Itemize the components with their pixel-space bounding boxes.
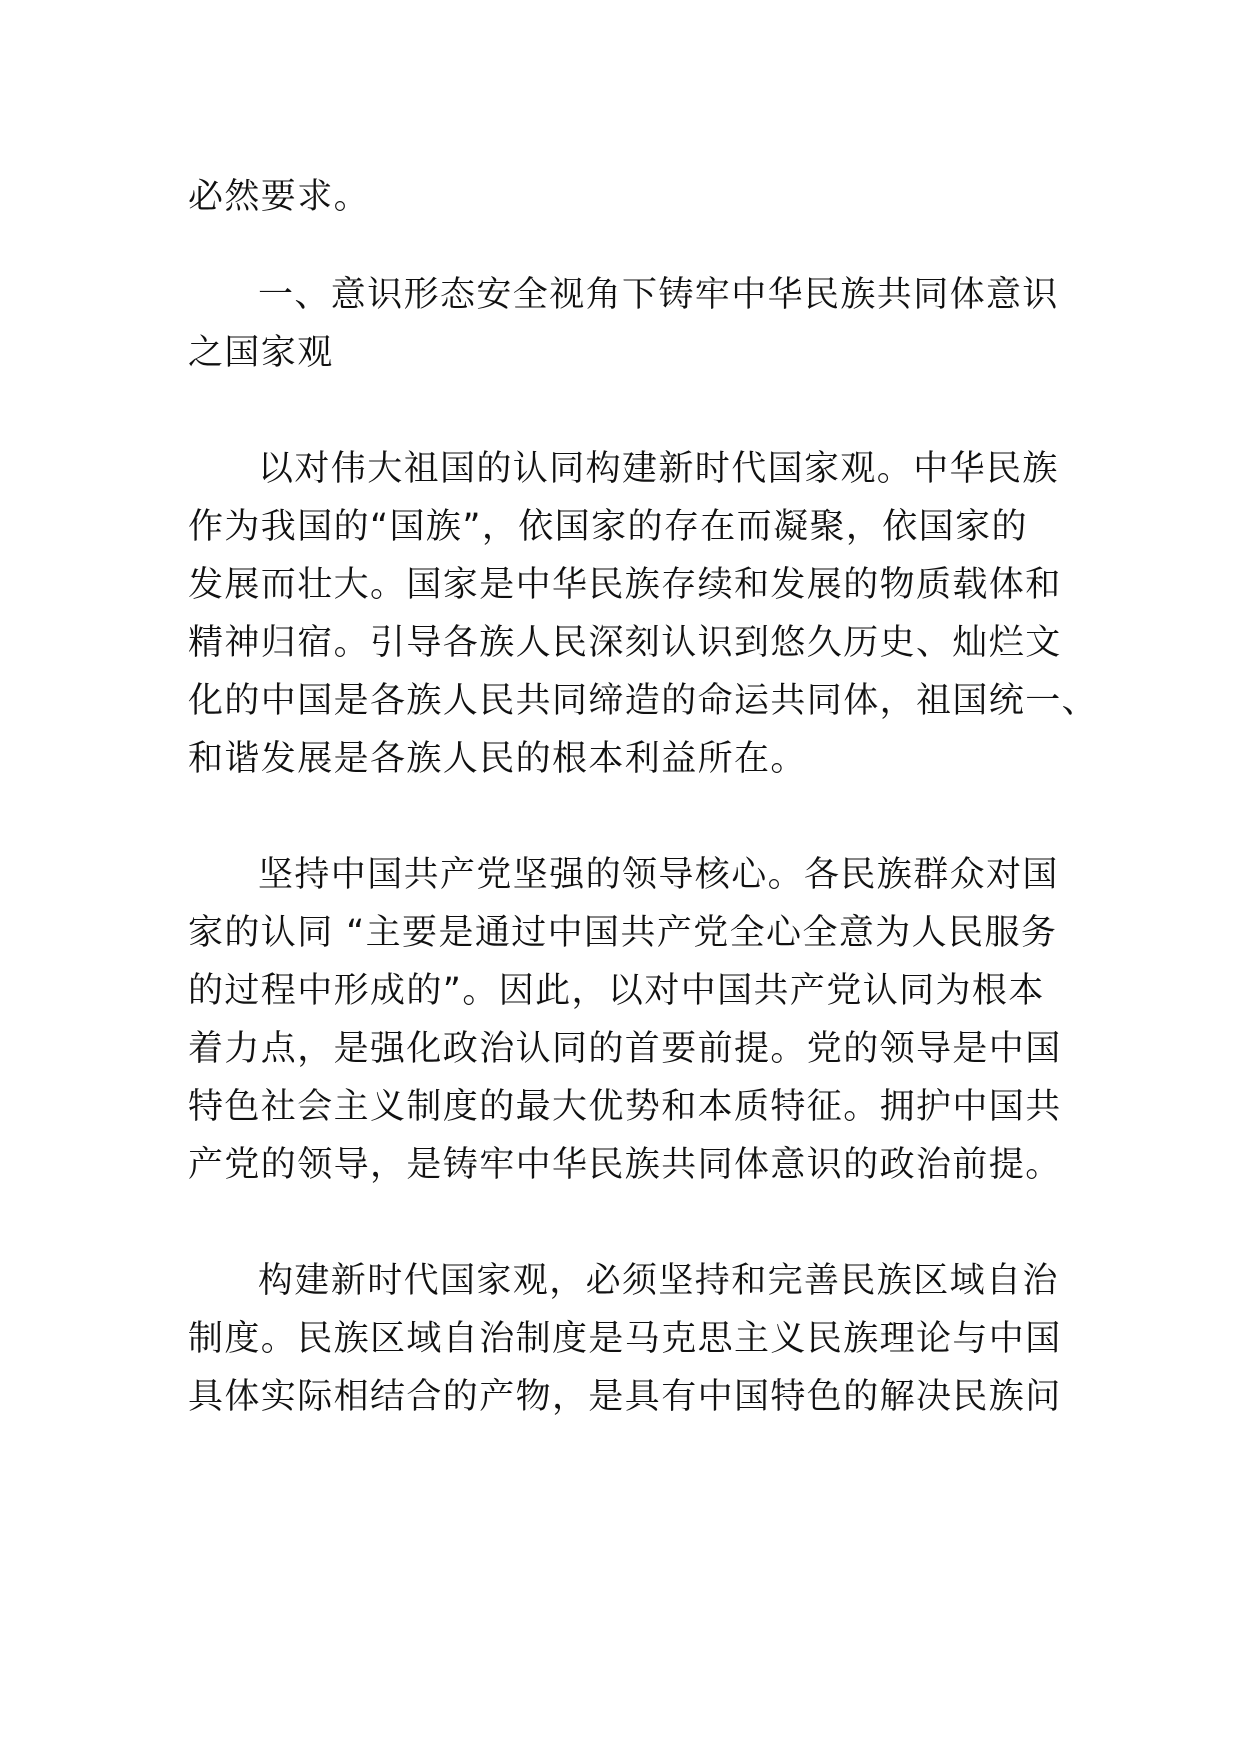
paragraph-continuation-line: 必然要求。: [188, 177, 371, 217]
paragraph-line: 以对伟大祖国的认同构建新时代国家观。中华民族: [258, 449, 1059, 489]
paragraph-line: 家的认同 “主要是通过中国共产党全心全意为人民服务: [188, 913, 1058, 953]
section-heading-line: 一、意识形态安全视角下铸牢中华民族共同体意识: [258, 275, 1059, 315]
paragraph-line: 化的中国是各族人民共同缔造的命运共同体，祖国统一、: [188, 681, 1099, 721]
paragraph-line: 的过程中形成的”。因此，以对中国共产党认同为根本: [188, 971, 1045, 1011]
paragraph-line: 构建新时代国家观，必须坚持和完善民族区域自治: [258, 1261, 1059, 1301]
paragraph-line: 着力点，是强化政治认同的首要前提。党的领导是中国: [188, 1029, 1062, 1069]
paragraph-line: 和谐发展是各族人民的根本利益所在。: [188, 739, 807, 779]
paragraph-line: 精神归宿。引导各族人民深刻认识到悠久历史、灿烂文: [188, 623, 1062, 663]
paragraph-line: 坚持中国共产党坚强的领导核心。各民族群众对国: [258, 855, 1059, 895]
paragraph-line: 特色社会主义制度的最大优势和本质特征。拥护中国共: [188, 1087, 1062, 1127]
section-heading-line: 之国家观: [188, 333, 334, 373]
paragraph-line: 发展而壮大。国家是中华民族存续和发展的物质载体和: [188, 565, 1062, 605]
paragraph-line: 作为我国的“国族”，依国家的存在而凝聚，依国家的: [188, 507, 1028, 547]
paragraph-line: 产党的领导，是铸牢中华民族共同体意识的政治前提。: [188, 1145, 1062, 1185]
paragraph-line: 具体实际相结合的产物，是具有中国特色的解决民族问: [188, 1377, 1062, 1417]
paragraph-line: 制度。民族区域自治制度是马克思主义民族理论与中国: [188, 1319, 1062, 1359]
